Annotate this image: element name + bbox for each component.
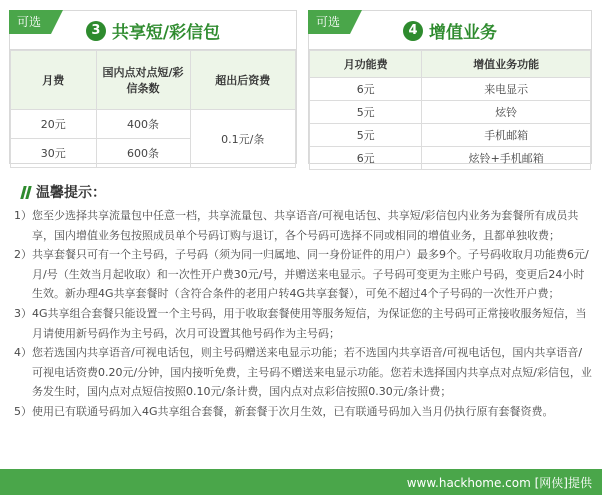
count-cell: 400条 — [96, 110, 190, 139]
number-badge: 3 — [86, 21, 106, 41]
panel-header — [10, 11, 296, 50]
item-text: 您若选国内共享语音/可视电话包，则主号码赠送来电显示功能；若不选国内共享语音/可视电话包，国内共享语音/可视电话资费0.20元/分钟，国内接听免费，主号码不赠送来电显示功能。您若未选择国内共享点对点短/彩信包，业务发生时，国内点对点短信按照0.10元/条计费，国内点对点彩信按照0.30元/条计费； — [32, 346, 592, 399]
fee-cell: 5元 — [310, 101, 422, 124]
feature-cell: 炫铃+手机邮箱 — [422, 147, 591, 170]
fee-cell: 5元 — [310, 124, 422, 147]
sms-package-table — [10, 50, 296, 168]
list-item — [14, 402, 592, 422]
item-number: 2） — [14, 248, 32, 262]
panel-title-text: 增值业务 — [429, 23, 497, 43]
panel-title — [10, 18, 296, 43]
value-added-table — [309, 50, 591, 170]
slash-bars-icon — [22, 186, 30, 199]
list-item — [14, 245, 592, 304]
feature-cell: 来电显示 — [422, 78, 591, 101]
table-row — [310, 78, 591, 101]
col-header-feature: 增值业务功能 — [422, 51, 591, 78]
item-text: 共享套餐只可有一个主号码，子号码（须为同一归属地、同一身份证件的用户）最多9个。子号码收取月功能费6元/月/号（生效当月起收取）和一次性开户费30元/号，并赠送来电显示。子号码可变更为主账户号码，变更后24小时生效。新办理4G共享套餐时（含符合条件的老用户转4G共享套餐），可免不超过4个子号码的一次性开户费； — [32, 248, 589, 301]
col-header-overage: 超出后资费 — [190, 51, 295, 110]
value-added-services-panel — [308, 10, 592, 164]
item-number: 1） — [14, 209, 32, 222]
panel-header — [309, 11, 591, 50]
fee-cell: 6元 — [310, 147, 422, 170]
feature-cell: 炫铃 — [422, 101, 591, 124]
list-item — [14, 343, 592, 402]
tips-list — [14, 206, 592, 422]
list-item — [14, 206, 592, 245]
fee-cell: 6元 — [310, 78, 422, 101]
optional-tag: 可选 — [9, 10, 51, 34]
col-header-fee: 月功能费 — [310, 51, 422, 78]
item-text: 4G共享组合套餐只能设置一个主号码，用于收取套餐使用等服务短信，为保证您的主号码可正常接收服务短信，当月请使用新号码作为主号码，次月可设置其他号码作为主号码； — [32, 306, 587, 340]
item-number: 5） — [14, 404, 32, 418]
tips-title-text: 温馨提示： — [36, 185, 106, 201]
panel-title-text: 共享短/彩信包 — [111, 23, 221, 43]
optional-tag: 可选 — [308, 10, 350, 34]
item-number: 4） — [14, 346, 32, 360]
table-row — [310, 101, 591, 124]
tips-heading — [22, 182, 106, 202]
panel-title — [309, 18, 591, 43]
table-row — [11, 110, 296, 139]
item-text: 使用已有联通号码加入4G共享组合套餐，新套餐于次月生效，已有联通号码加入当月仍执行原有套餐资费。 — [32, 404, 554, 418]
table-row — [310, 147, 591, 170]
table-row — [310, 124, 591, 147]
fee-cell: 20元 — [11, 110, 97, 139]
shared-sms-package-panel — [9, 10, 297, 164]
col-header-count: 国内点对点短/彩信条数 — [96, 51, 190, 110]
item-number: 3） — [14, 306, 32, 320]
feature-cell: 手机邮箱 — [422, 124, 591, 147]
overage-cell: 0.1元/条 — [190, 110, 295, 168]
number-badge: 4 — [403, 21, 423, 41]
watermark-bar — [0, 469, 602, 495]
fee-cell: 30元 — [11, 139, 97, 168]
watermark-text: www.hackhome.com [网侠]提供 — [406, 475, 592, 490]
list-item — [14, 304, 592, 343]
col-header-fee: 月费 — [11, 51, 97, 110]
count-cell: 600条 — [96, 139, 190, 168]
item-text: 您至少选择共享流量包中任意一档，共享流量包、共享语音/可视电话包、共享短/彩信包内业务为套餐所有成员共享，国内增值业务包按照成员单个号码订购与退订，各个号码可选择不同或相同的增值业务，且都单独收费； — [32, 209, 579, 242]
